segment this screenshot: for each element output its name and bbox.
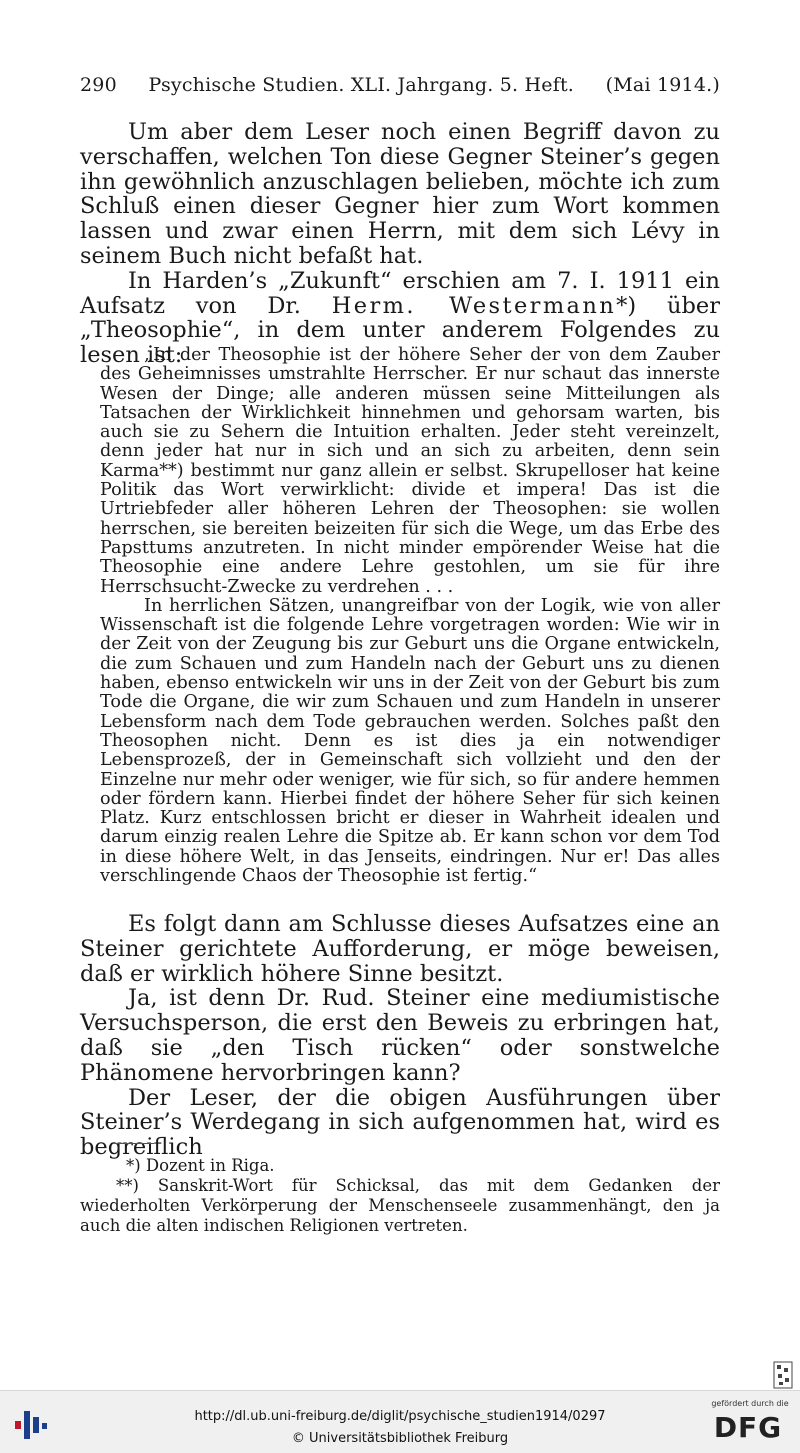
page-stamp-icon — [772, 1360, 794, 1390]
footnote: **) Sanskrit-Wort für Schicksal, das mit dem Gedanken der wiederholten Verkörperung der Menschenseele zusammenhängt, den ja auch die alten indischen Religionen vertreten. — [80, 1176, 720, 1235]
page-number: 290 — [80, 74, 117, 96]
footnote: *) Dozent in Riga. — [126, 1156, 275, 1175]
copyright-notice: © Universitätsbibliothek Freiburg — [291, 1431, 509, 1446]
running-header — [80, 74, 720, 96]
quote-paragraph: In herrlichen Sätzen, unangreifbar von der Logik, wie von aller Wissenschaft ist die folgende Lehre vorgetragen worden: Wie wir in der Zeit von der Zeugung bis zur Geburt uns die Organe entwickeln, die zum Schauen und zum Handeln nach der Geburt uns zu dienen haben, ebenso entwickeln wir uns in der Zeit von der Geburt bis zum Tode die Organe, die wir zum Schauen und zum Handeln in unserer Lebensform nach dem Tode gebrauchen werden. Solches paßt den Theosophen nicht. Denn es ist dies ja ein notwendiger Lebensprozeß, der in Gemeinschaft sich vollzieht und den der Einzelne nur mehr oder weniger, wie für sich, so für andere hemmen oder fördern kann. Hierbei findet der höhere Seher für sich keinen Platz. Kurz entschlossen bricht er dieser in Wahrheit idealen und darum einzig realen Lehre die Spitze ab. Er kann schon vor dem Tod in diese höhere Welt, in das Jenseits, eindringen. Nur er! Das alles verschlingende Chaos der Theosophie ist fertig.“ — [100, 595, 720, 887]
footnotes — [80, 1156, 720, 1236]
issue-date: (Mai 1914.) — [605, 74, 720, 96]
paragraph: Ja, ist denn Dr. Rud. Steiner eine mediumistische Versuchsperson, die erst den Beweis zu erbringen hat, daß sie „den Tisch rücken“ oder sonstwelche Phänomene hervorbringen kann? — [80, 985, 720, 1086]
funder-caption: gefördert durch die — [711, 1399, 789, 1408]
author-name: Herm. Westermann — [331, 292, 617, 319]
body-text-top — [80, 120, 720, 368]
body-text-bottom — [80, 912, 720, 1160]
viewer-footer — [0, 1390, 800, 1453]
block-quote — [100, 346, 720, 886]
paragraph: In Harden’s „Zukunft“ erschien am 7. I. 1911 ein Aufsatz von Dr. Herm. Westermann*) über „Theosophie“, in dem unter anderem Folgendes zu lesen ist: — [80, 267, 721, 369]
paragraph: Der Leser, der die obigen Ausführungen über Steiner’s Werdegang in sich aufgenommen hat, wird es begreiflich — [80, 1084, 720, 1161]
running-title: Psychische Studien. XLI. Jahrgang. 5. Heft. — [148, 74, 575, 96]
permalink-link[interactable]: http://dl.ub.uni-freiburg.de/diglit/psychische_studien1914/0297 — [194, 1409, 606, 1424]
footnote-divider — [114, 1143, 154, 1144]
paragraph: Um aber dem Leser noch einen Begriff davon zu verschaffen, welchen Ton diese Gegner Steiner’s gegen ihn gewöhnlich anzuschlagen belieben, möchte ich zum Schluß einen dieser Gegner hier zum Wort kommen lassen und zwar einen Herrn, mit dem sich Lévy in seinem Buch nicht befaßt hat. — [80, 119, 720, 269]
quote-paragraph: „In der Theosophie ist der höhere Seher der von dem Zauber des Geheimnisses umstrahlte Herrscher. Er nur schaut das innerste Wesen der Dinge; alle anderen müssen seine Mitteilungen als Tatsachen der Wirklichkeit hinnehmen und gehorsam warten, bis auch sie zu Sehern die Intuition erhalten. Jeder steht vereinzelt, denn jeder hat nur in sich und an sich zu arbeiten, denn sein Karma**) bestimmt nur ganz allein er selbst. Skrupelloser hat keine Politik das Wort verwirklicht: divide et impera! Das ist die Urtriebfeder aller höheren Lehren der Theosophen: sie wollen herrschen, sie bereiten beizeiten für sich die Wege, um das Erbe des Papsttums anzutreten. In nicht minder empörender Weise hat die Theosophie eine andere Lehre gestohlen, um sie für ihre Herrschsucht-Zwecke zu verdrehen . . . — [100, 345, 720, 597]
dfg-logo: DFG — [713, 1411, 783, 1444]
permalink[interactable] — [0, 1409, 800, 1424]
paragraph: Es folgt dann am Schlusse dieses Aufsatzes eine an Steiner gerichtete Aufforderung, er möge beweisen, daß er wirklich höhere Sinne besitzt. — [80, 911, 720, 987]
